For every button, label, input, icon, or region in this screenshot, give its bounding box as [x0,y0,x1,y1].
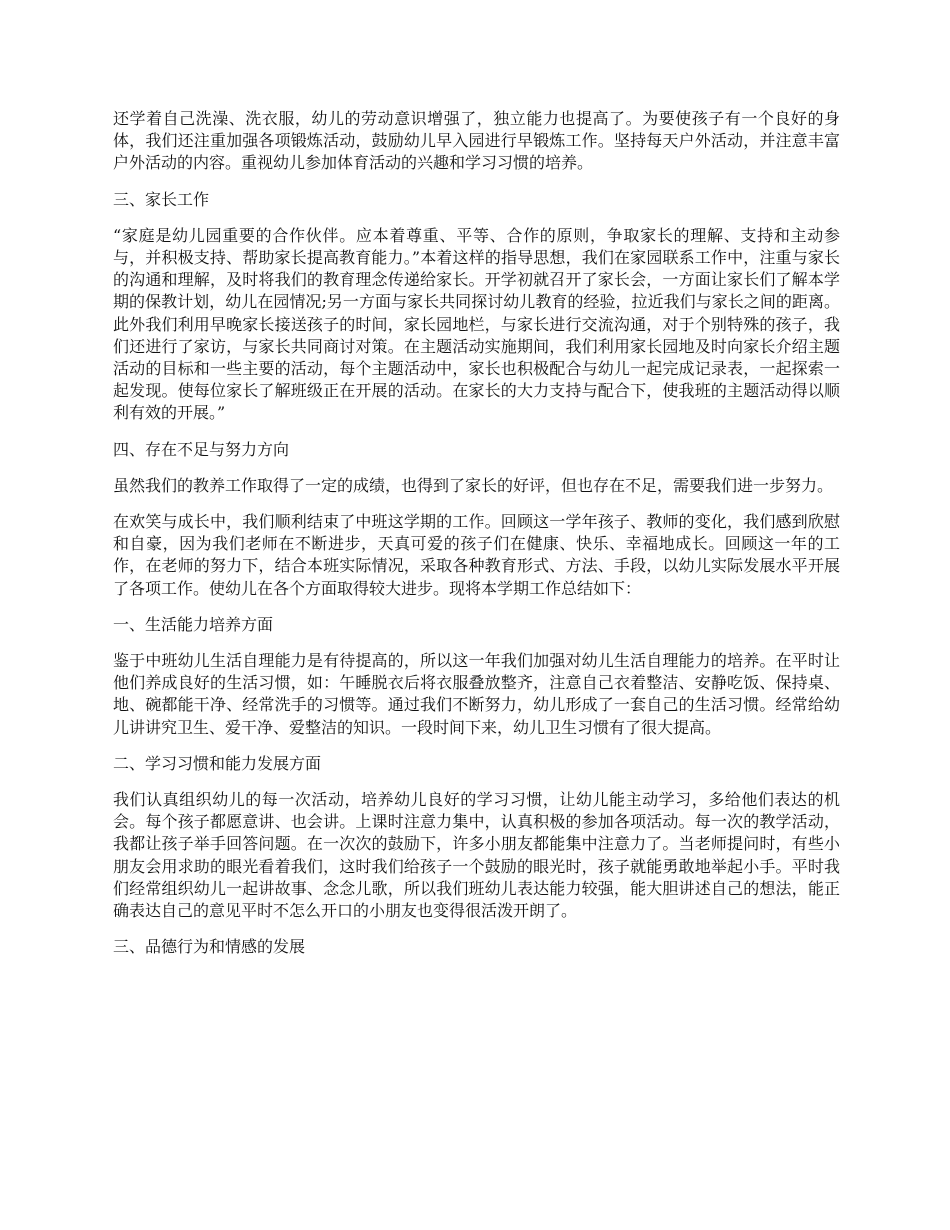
paragraph-shortcomings: 虽然我们的教养工作取得了一定的成绩，也得到了家长的好评，但也存在不足，需要我们进一步努力。 [113,475,834,495]
paragraph-parent-cooperation: “家庭是幼儿园重要的合作伙伴。应本着尊重、平等、合作的原则，争取家长的理解、支持和主动参与，并积极支持、帮助家长提高教育能力。”本着这样的指导思想，我们在家园联系工作中，注重与家长的沟通和理解，及时将我们的教育理念传递给家长。开学初就召开了家长会，一方面让家长们了解本学期的保教计划，幼儿在园情况;另一方面与家长共同探讨幼儿教育的经验，拉近我们与家长之间的距离。此外我们利用早晚家长接送孩子的时间，家长园地栏，与家长进行交流沟通，对于个别特殊的孩子，我们还进行了家访，与家长共同商讨对策。在主题活动实施期间，我们利用家长园地及时向家长介绍主题活动的目标和一些主要的活动，每个主题活动中，家长也积极配合与幼儿一起完成记录表，一起探索一起发现。使每位家长了解班级正在开展的活动。在家长的大力支持与配合下，使我班的主题活动得以顺利有效的开展。” [113,225,840,423]
heading-learning-habits: 二、学习习惯和能力发展方面 [113,753,322,773]
heading-parent-work: 三、家长工作 [113,189,210,209]
paragraph-learning-habits: 我们认真组织幼儿的每一次活动，培养幼儿良好的学习习惯，让幼儿能主动学习，多给他们表达的机会。每个孩子都愿意讲、也会讲。上课时注意力集中，认真积极的参加各项活动。每一次的教学活动，我都让孩子举手回答问题。在一次次的鼓励下，许多小朋友都能集中注意力了。当老师提问时，有些小朋友会用求助的眼光看着我们，这时我们给孩子一个鼓励的眼光时，孩子就能勇敢地举起小手。平时我们经常组织幼儿一起讲故事、念念儿歌，所以我们班幼儿表达能力较强，能大胆讲述自己的想法，能正确表达自己的意见平时不怎么开口的小朋友也变得很活泼开朗了。 [113,790,840,921]
paragraph-semester-review: 在欢笑与成长中，我们顺利结束了中班这学期的工作。回顾这一学年孩子、教师的变化，我们感到欣慰和自豪，因为我们老师在不断进步，天真可爱的孩子们在健康、快乐、幸福地成长。回顾这一年的工作，在老师的努力下，结合本班实际情况，采取各种教育形式、方法、手段，以幼儿实际发展水平开展了各项工作。使幼儿在各个方面取得较大进步。现将本学期工作总结如下： [113,512,840,598]
heading-life-skills: 一、生活能力培养方面 [113,614,274,634]
heading-moral-development: 三、品德行为和情感的发展 [113,937,306,957]
document-page [113,108,840,973]
paragraph-labor-awareness: 还学着自己洗澡、洗衣服，幼儿的劳动意识增强了，独立能力也提高了。为要使孩子有一个良好的身体，我们还注重加强各项锻炼活动，鼓励幼儿早入园进行早锻炼工作。坚持每天户外活动，并注意丰富户外活动的内容。重视幼儿参加体育活动的兴趣和学习习惯的培养。 [113,109,840,173]
heading-shortcomings: 四、存在不足与努力方向 [113,439,290,459]
paragraph-life-skills: 鉴于中班幼儿生活自理能力是有待提高的，所以这一年我们加强对幼儿生活自理能力的培养。在平时让他们养成良好的生活习惯，如：午睡脱衣后将衣服叠放整齐，注意自己衣着整洁、安静吃饭、保持桌、地、碗都能干净、经常洗手的习惯等。通过我们不断努力，幼儿形成了一套自己的生活习惯。经常给幼儿讲讲究卫生、爱干净、爱整洁的知识。一段时间下来，幼儿卫生习惯有了很大提高。 [113,651,840,737]
